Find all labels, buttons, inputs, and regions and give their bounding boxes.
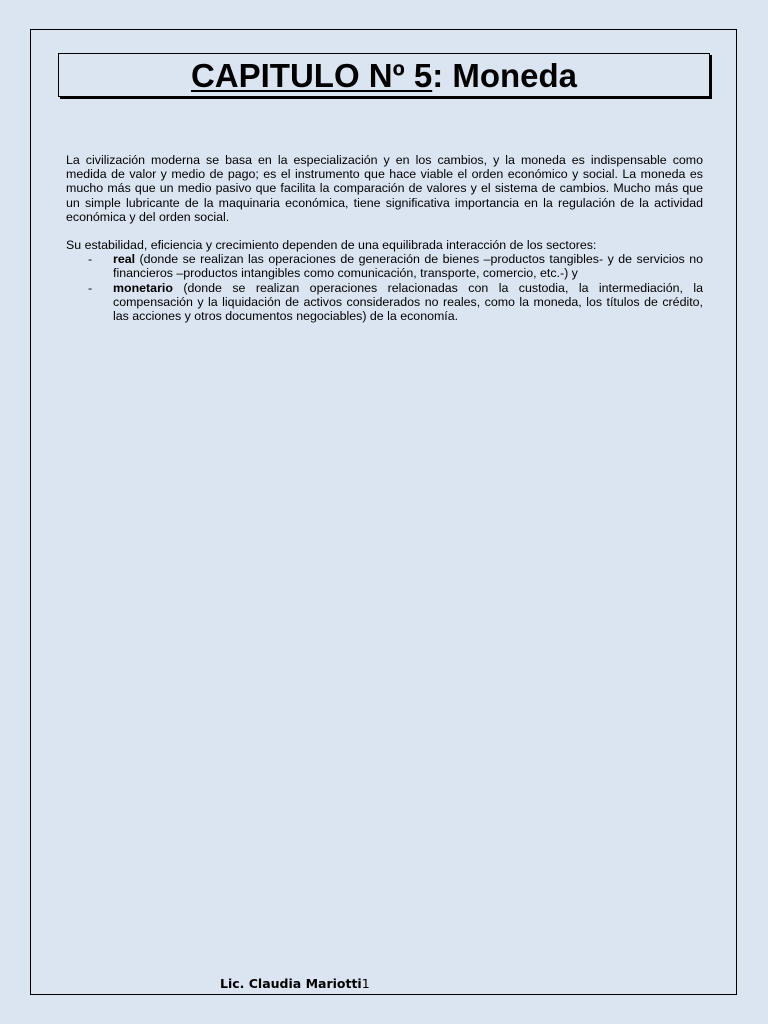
- intro-paragraph: La civilización moderna se basa en la especialización y en los cambios, y la moneda es indispensable como medida de valor y medio de pago; es el instrumento que hace viable el orden económico y social. La moneda es mucho más que un medio pasivo que facilita la comparación de valores y el sistema de cambios. Mucho más que un simple lubricante de la maquinaria económica, tiene significativa importancia en la regulación de la actividad económica y del orden social.: [66, 153, 703, 224]
- title-box: [58, 53, 710, 97]
- sector-description: (donde se realizan las operaciones de generación de bienes –productos tangibles- y de servicios no financieros –productos intangibles como comunicación, transporte, comercio, etc.-) y: [113, 252, 703, 281]
- sectors-intro-paragraph: Su estabilidad, eficiencia y crecimiento dependen de una equilibrada interacción de los sectores:: [66, 238, 597, 253]
- list-dash: -: [88, 280, 93, 295]
- footer-author: Lic. Claudia Mariotti: [220, 976, 362, 991]
- title-chapter: CAPITULO Nº 5: [190, 57, 433, 94]
- document-body: [66, 153, 703, 323]
- page-number: 1: [361, 976, 370, 991]
- sector-name: real: [113, 252, 136, 267]
- list-dash: -: [88, 252, 93, 267]
- page-footer: [220, 976, 370, 991]
- list-item: [66, 281, 703, 324]
- sector-description: (donde se realizan operaciones relacionadas con la custodia, la intermediación, la compensación y la liquidación de activos considerados no reales, como la moneda, los títulos de crédito, las acciones y otros documentos negociables) de la economía.: [113, 280, 703, 324]
- page-title: [191, 54, 577, 98]
- title-topic: : Moneda: [432, 57, 578, 94]
- sector-name: monetario: [113, 280, 173, 295]
- list-item: [66, 252, 703, 280]
- sector-list: [66, 252, 703, 323]
